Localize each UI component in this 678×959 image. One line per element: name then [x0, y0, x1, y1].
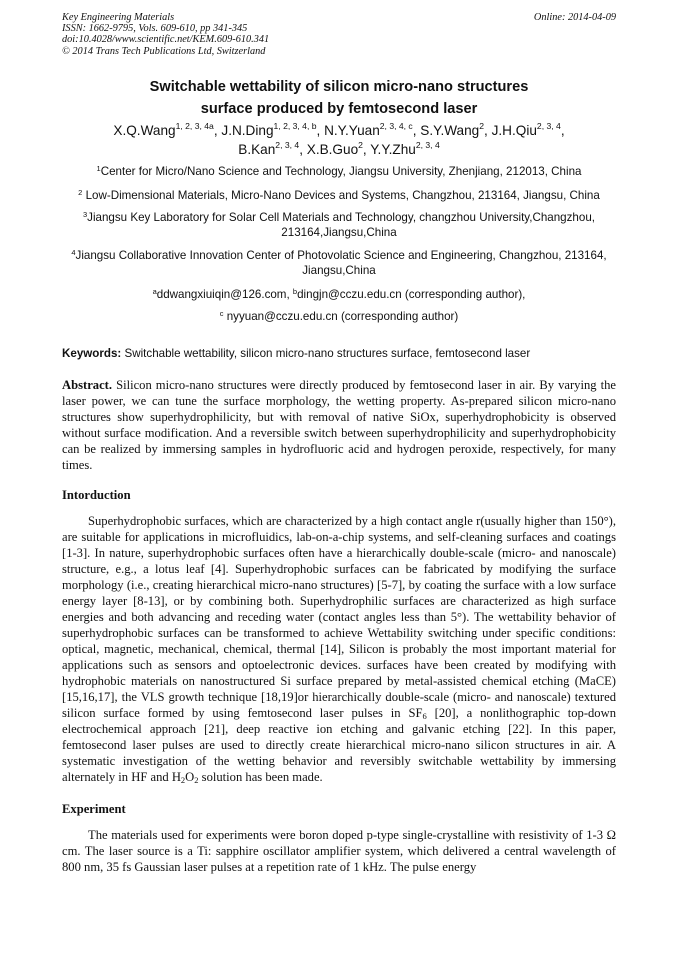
- author-affiliation-mark: 2: [358, 139, 363, 150]
- affiliation-text: Center for Micro/Nano Science and Technology, Jiangsu University, Zhenjiang, 212013, China: [100, 164, 582, 178]
- email-link-a[interactable]: ddwangxiuiqin@126.com,: [156, 287, 293, 301]
- author-list: [62, 121, 616, 159]
- keywords-text: Switchable wettability, silicon micro-nano structures surface, femtosecond laser: [121, 347, 531, 361]
- author-affiliation-mark: 1, 2, 3, 4, b: [273, 120, 317, 131]
- author-affiliation-mark: 2: [479, 120, 485, 131]
- experiment-paragraph: The materials used for experiments were boron doped p-type single-crystalline with resistivity of 1-3 Ω cm. The laser source is a Ti: sapphire oscillator amplifier system, which delivered a central wavelength of 800 nm, 35 fs Gaussian laser pulses at a repetition rate of 1 kHz. The pulse energy: [62, 827, 616, 874]
- author-separator: ,: [412, 122, 421, 138]
- affiliation-mark: 1: [96, 163, 101, 173]
- author-name: X.B.Guo: [306, 141, 359, 157]
- email-mark: b: [292, 286, 298, 296]
- affiliation-text: Jiangsu Collaborative Innovation Center of Photovolatic Science and Engineering, Changzhou, 213164, Jiangsu,China: [75, 249, 607, 277]
- email-line-1: [62, 288, 616, 303]
- affiliation-1: [62, 165, 616, 180]
- author-name: J.N.Ding: [221, 122, 274, 138]
- author-name: Y.Y.Zhu: [370, 141, 416, 157]
- author-separator: ,: [560, 122, 565, 138]
- author-separator: ,: [299, 141, 307, 157]
- email-line-2: [62, 310, 616, 325]
- author-affiliation-mark: 2, 3, 4: [536, 120, 561, 131]
- subscript: 2: [194, 774, 199, 785]
- intro-text: solution has been made.: [198, 769, 323, 784]
- keywords-label: Keywords:: [62, 347, 122, 361]
- keywords: [62, 347, 616, 362]
- author-line-2: [62, 140, 616, 159]
- online-date: Online: 2014-04-09: [533, 12, 616, 23]
- email-link-b[interactable]: dingjn@cczu.edu.cn (corresponding author),: [297, 287, 526, 301]
- section-heading-introduction: Intorduction: [62, 487, 131, 502]
- section-heading-experiment: Experiment: [62, 801, 126, 816]
- intro-text: [20], a nonlithographic top-down electrochemical approach [21], deep reactive ion etching and galvanic etching [22]. In this paper, femtosecond laser pulses are used to directly create hierarchical micro-nano silicon structures in air. A systematic investigation of the wetting behavior and reversibly switchable wettability by immersing alternately in HF and H: [62, 705, 616, 784]
- email-mark: a: [152, 286, 157, 296]
- copyright-line: © 2014 Trans Tech Publications Ltd, Switzerland: [62, 45, 266, 57]
- author-name: N.Y.Yuan: [324, 122, 380, 138]
- intro-text: Superhydrophobic surfaces, which are characterized by a high contact angle r(usually higher than 150°), are suitable for applications in microfluidics, lab-on-a-chip systems, and self-cleaning surfaces and coatings [1-3]. In nature, superhydrophobic surfaces often have a hierarchically double-scale (micro- and nanoscale) structure, e.g., a lotus leaf [4]. Superhydrophobic surfaces can be fabricated by modifying the surface morphology (i.e., creating hierarchical micro-nano structures) [5-7], by coating the surface with a low surface energy layer [8-13], or by combining both. Superhydrophilic surfaces are characterized as high surface energies and both advancing and receding water (contact angles less than 5°). The wettability behavior of superhydrophobic surfaces can be transformed to achieve Wettability switching under specific conditions: optical, magnetic, mechanical, chemical, thermal [14], Silicon is probably the most important material for applications such as sensors and optoelectronic devices. surfaces have been created by modifying with hydrophobic materials on nanostructured Si surface prepared by metal-assisted chemical etching (MaCE) [15,16,17], the VLS growth technique [18,19]or hierarchically double-scale (micro- and nanoscale) textured silicon surface formed by using femtosecond laser pulses in SF: [62, 513, 616, 720]
- subscript: 6: [422, 710, 427, 721]
- author-affiliation-mark: 2, 3, 4: [275, 139, 300, 150]
- author-separator: ,: [213, 122, 222, 138]
- email-mark: c: [219, 309, 224, 319]
- abstract-label: Abstract.: [62, 377, 113, 392]
- author-affiliation-mark: 2, 3, 4: [415, 139, 440, 150]
- affiliation-mark: 4: [71, 248, 76, 257]
- subscript: 2: [180, 774, 186, 785]
- author-line-1: [62, 121, 616, 140]
- affiliation-2: [62, 189, 616, 204]
- author-name: B.Kan: [238, 141, 276, 157]
- issn-line: ISSN: 1662-9795, Vols. 609-610, pp 341-345: [62, 23, 248, 35]
- abstract: [62, 377, 616, 473]
- affiliation-text: Jiangsu Key Laboratory for Solar Cell Materials and Technology, changzhou University,Changzhou, 213164,Jiangsu,China: [87, 211, 595, 240]
- affiliation-text: Low-Dimensional Materials, Micro-Nano Devices and Systems, Changzhou, 213164, Jiangsu, China: [82, 188, 600, 202]
- paper-title: [62, 76, 616, 120]
- journal-header: [62, 12, 616, 57]
- affiliation-3: [62, 211, 616, 241]
- introduction-paragraph: [62, 513, 616, 785]
- intro-text: O: [185, 769, 195, 784]
- author-affiliation-mark: 2, 3, 4, c: [379, 120, 413, 131]
- author-name: S.Y.Wang: [420, 122, 480, 138]
- journal-name: Key Engineering Materials: [62, 12, 175, 23]
- email-link-c[interactable]: nyyuan@cczu.edu.cn (corresponding author): [223, 310, 459, 324]
- paper-page: [62, 12, 616, 875]
- abstract-text: Silicon micro-nano structures were directly produced by femtosecond laser in air. By varying the laser power, we can tune the surface morphology, the wetting property. As-prepared silicon micro-nano structures show superhydrophilicity, but with removal of native SiOx, superhydrophobicity is observed without surface modification. And a reversible switch between superhydrophilicity and superhydrophobicity can be realized by immersing samples in hydrofluoric acid and hydrogen peroxide, respectively, for many times.: [62, 377, 616, 472]
- title-line-2: surface produced by femtosecond laser: [200, 100, 478, 117]
- author-separator: ,: [484, 122, 492, 138]
- title-line-1: Switchable wettability of silicon micro-nano structures: [149, 78, 529, 95]
- author-separator: ,: [316, 122, 325, 138]
- author-affiliation-mark: 1, 2, 3, 4a: [175, 120, 214, 131]
- author-name: X.Q.Wang: [113, 122, 176, 138]
- author-separator: ,: [362, 141, 371, 157]
- affiliation-mark: 3: [82, 210, 88, 220]
- doi-line: doi:10.4028/www.scientific.net/KEM.609-610.341: [62, 34, 270, 46]
- author-name: J.H.Qiu: [491, 122, 537, 138]
- affiliation-mark: 2: [78, 187, 83, 197]
- affiliation-4: [62, 249, 616, 279]
